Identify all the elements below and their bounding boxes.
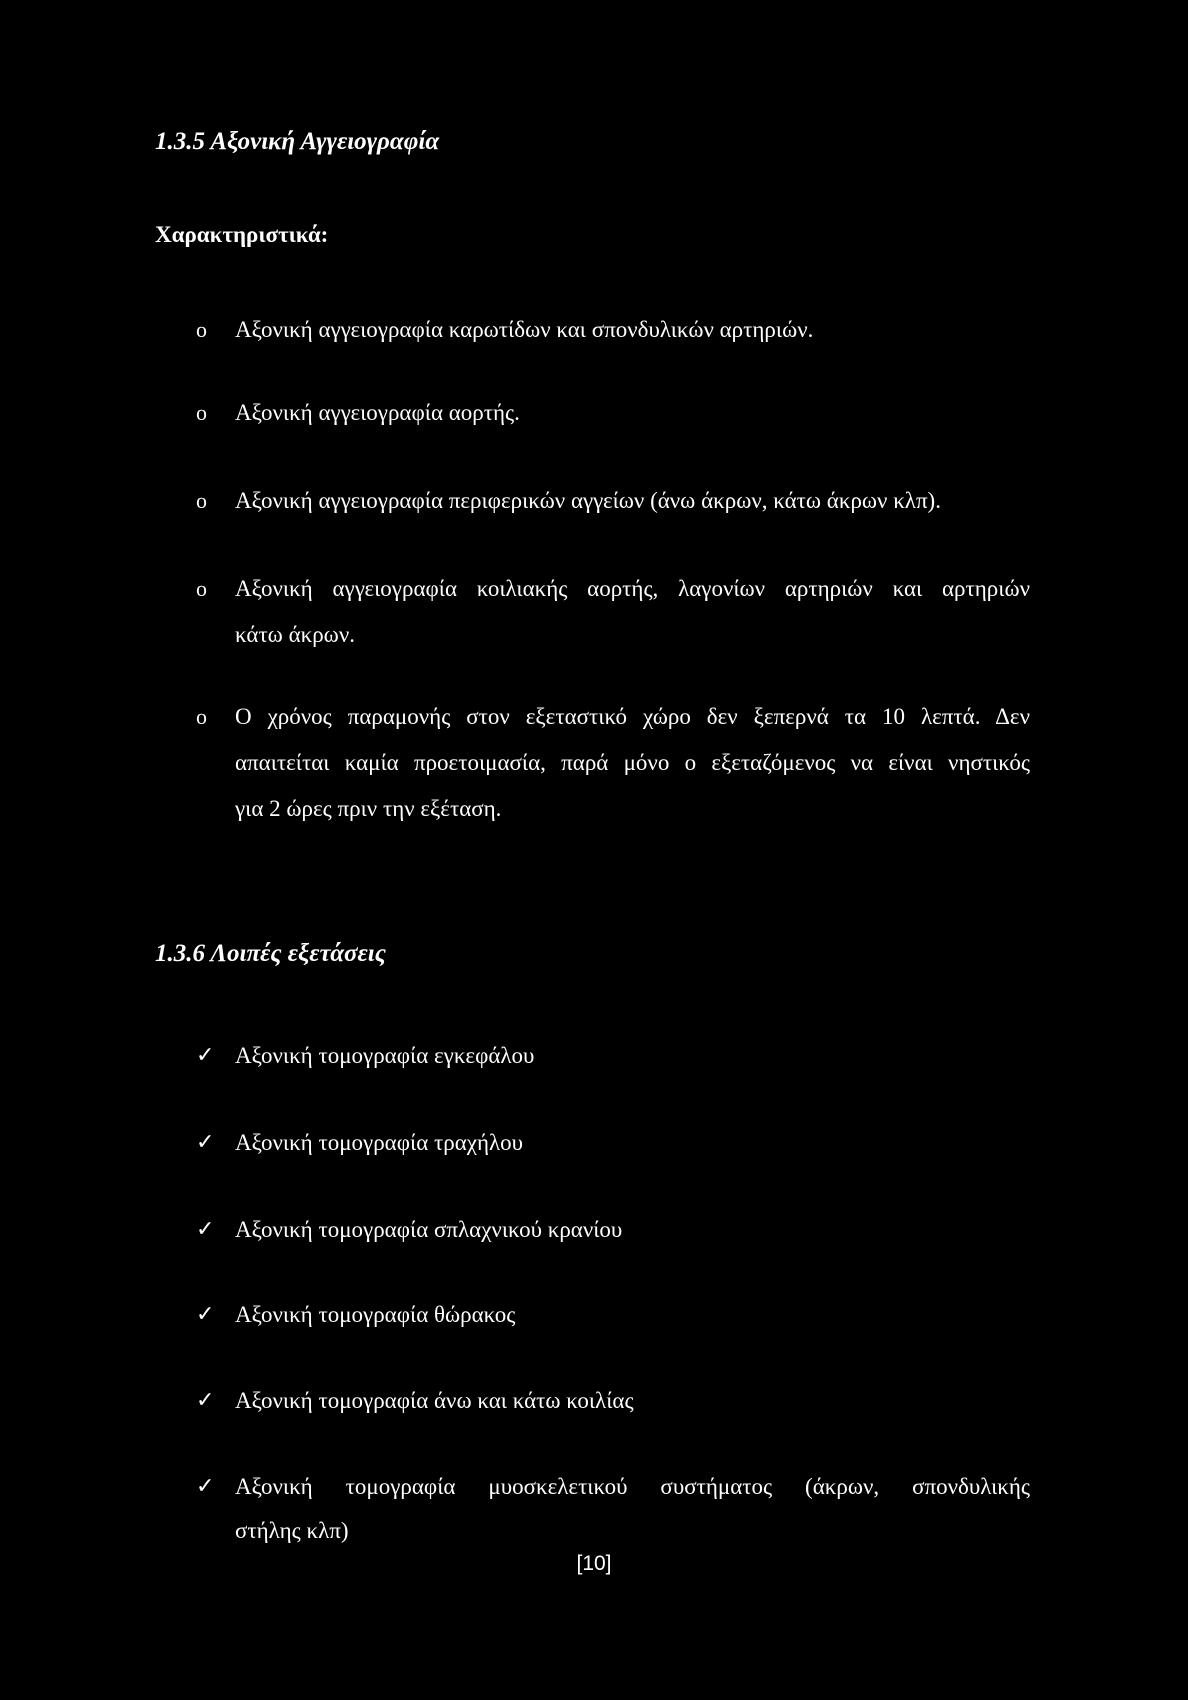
circle-bullet-icon: o [196,576,207,601]
circle-bullet-icon: o [196,704,207,729]
checkmark-icon: ✓ [196,1302,215,1327]
section-heading-1-3-6: 1.3.6 Λοιπές εξετάσεις [155,940,386,967]
list-item-text: Αξονική τομογραφία σπλαχνικού κρανίου [235,1217,623,1242]
section-heading-1-3-5: 1.3.5 Αξονική Αγγειογραφία [155,128,440,155]
list-item-text-line: Αξονική αγγειογραφία κοιλιακής αορτής, λαγονίων αρτηριών και αρτηριών [235,576,1030,601]
list-item-text: Αξονική αγγειογραφία καρωτίδων και σπονδυλικών αρτηριών. [235,317,814,342]
list-item-text: Αξονική τομογραφία εγκεφάλου [235,1043,535,1068]
list-item-text-line: απαιτείται καμία προετοιμασία, παρά μόνο ο εξεταζόμενος να είναι νηστικός [235,750,1030,775]
page-number: [10] [576,1552,612,1575]
checkmark-icon: ✓ [196,1043,215,1068]
list-item-text: Αξονική τομογραφία τραχήλου [235,1130,524,1155]
list-item-text-line: κάτω άκρων. [235,622,355,647]
list-item-text-line: Αξονική τομογραφία μυοσκελετικού συστήματος (άκρων, σπονδυλικής [235,1474,1030,1499]
checkmark-icon: ✓ [196,1388,215,1413]
list-item-text-line: στήλης κλπ) [235,1518,349,1543]
checkmark-icon: ✓ [196,1217,215,1242]
list-item-text: Αξονική τομογραφία θώρακος [235,1302,516,1327]
checkmark-icon: ✓ [196,1474,215,1499]
list-item-text-line: Ο χρόνος παραμονής στον εξεταστικό χώρο δεν ξεπερνά τα 10 λεπτά. Δεν [235,704,1030,729]
circle-bullet-icon: o [196,400,207,425]
list-item-text-line: για 2 ώρες πριν την εξέταση. [235,796,502,821]
circle-bullet-icon: o [196,317,207,342]
list-item-text: Αξονική τομογραφία άνω και κάτω κοιλίας [235,1388,634,1413]
list-item-text: Αξονική αγγειογραφία αορτής. [235,400,520,425]
circle-bullet-icon: o [196,488,207,513]
list-item-text: Αξονική αγγειογραφία περιφερικών αγγείων (άνω άκρων, κάτω άκρων κλπ). [235,488,941,513]
characteristics-subheading: Χαρακτηριστικά: [155,222,329,247]
checkmark-icon: ✓ [196,1130,215,1155]
